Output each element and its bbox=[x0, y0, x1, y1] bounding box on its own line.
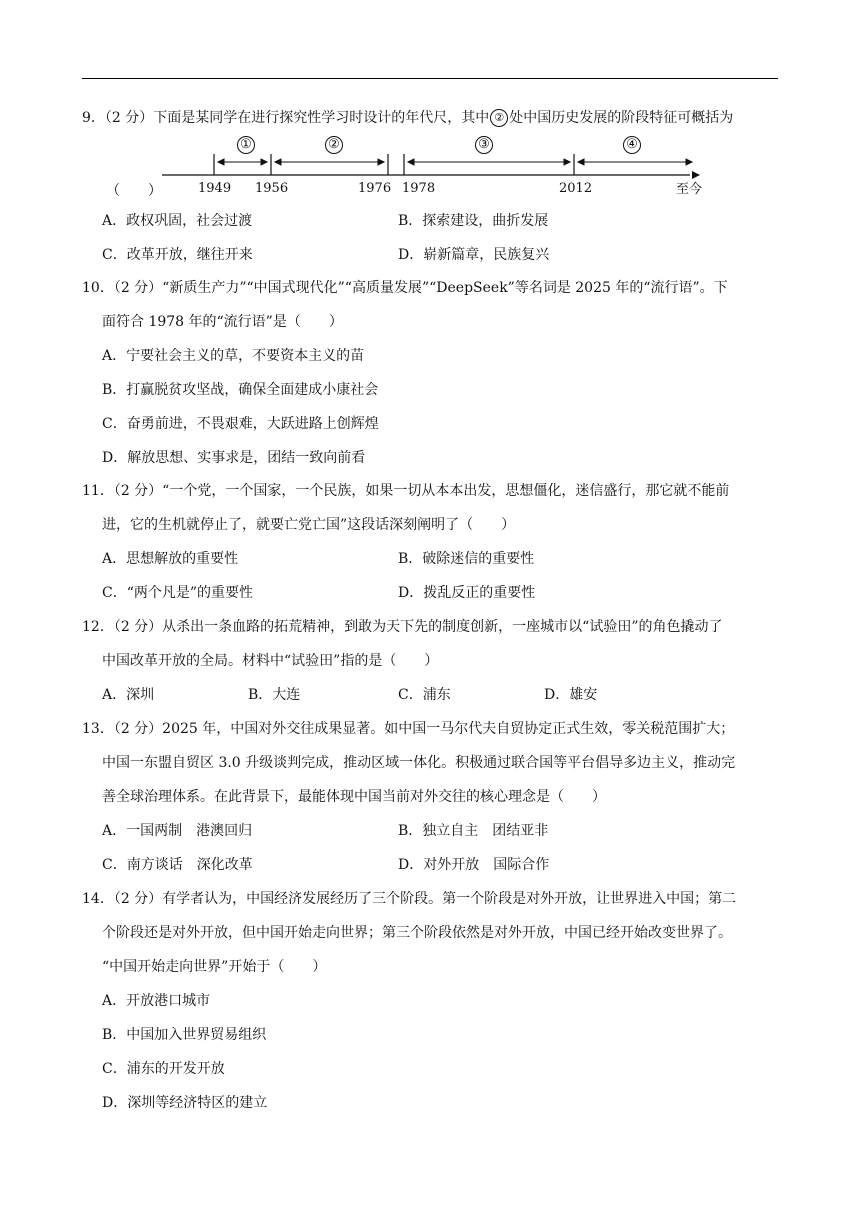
year-label-1956: 1956 bbox=[255, 181, 289, 196]
segment-arrow-4-left bbox=[578, 159, 584, 165]
question-stem: 中国一东盟自贸区 3.0 升级谈判完成，推动区域一体化。积极通过联合国等平台倡导多边主义，推动完 bbox=[102, 755, 736, 771]
question-stem: 10．（2 分）“新质生产力”“中国式现代化”“高质量发展”“DeepSeek”等名词是 2025 年的“流行语”。下 bbox=[82, 280, 728, 296]
option-d[interactable]: D．对外开放 国际合作 bbox=[398, 857, 550, 873]
segment-arrow-3-right bbox=[564, 159, 570, 165]
question-stem: 善全球治理体系。在此背景下，最能体现中国当前对外交往的核心理念是（ ） bbox=[102, 789, 606, 805]
question-stem: 进，它的生机就停止了，就要亡党亡国”这段话深刻阐明了（ ） bbox=[102, 517, 516, 533]
segment-arrow-2-right bbox=[378, 159, 384, 165]
header-rule bbox=[82, 78, 778, 79]
option-a[interactable]: A．开放港口城市 bbox=[102, 993, 211, 1009]
option-b[interactable]: B．探索建设，曲折发展 bbox=[398, 213, 549, 229]
option-d[interactable]: D．解放思想、实事求是，团结一致向前看 bbox=[102, 450, 366, 466]
option-c[interactable]: C．奋勇前进，不畏艰难，大跃进路上创辉煌 bbox=[102, 416, 379, 432]
option-c[interactable]: C．浦东 bbox=[398, 687, 451, 703]
option-b[interactable]: B．独立自主 团结亚非 bbox=[398, 823, 549, 839]
question-stem: 11．（2 分）“一个党，一个国家，一个民族，如果一切从本本出发，思想僵化，迷信盛行，那它就不能前 bbox=[82, 483, 730, 499]
option-d[interactable]: D．崭新篇章，民族复兴 bbox=[398, 247, 550, 263]
question-9-options bbox=[82, 204, 780, 272]
option-a[interactable]: A．深圳 bbox=[102, 687, 155, 703]
segment-arrow-4-right bbox=[686, 159, 692, 165]
question-stem: 13．（2 分）2025 年，中国对外交往成果显著。如中国一马尔代夫自贸协定正式生效，零关税范围扩大； bbox=[82, 721, 735, 737]
year-label-1976: 1976 bbox=[358, 181, 392, 196]
option-d[interactable]: D．雄安 bbox=[544, 687, 598, 703]
option-b[interactable]: B．大连 bbox=[248, 687, 301, 703]
option-a[interactable]: A．一国两制 港澳回归 bbox=[102, 823, 253, 839]
option-a[interactable]: A．政权巩固，社会过渡 bbox=[102, 213, 253, 229]
option-a[interactable]: A．宁要社会主义的草，不要资本主义的苗 bbox=[102, 348, 365, 364]
segment-arrow-3-left bbox=[408, 159, 414, 165]
question-13 bbox=[82, 712, 780, 882]
option-b[interactable]: B．中国加入世界贸易组织 bbox=[102, 1027, 267, 1043]
option-a[interactable]: A．思想解放的重要性 bbox=[102, 551, 239, 567]
segment-label-1: ① bbox=[237, 136, 255, 154]
question-stem: 中国改革开放的全局。材料中“试验田”指的是（ ） bbox=[102, 653, 439, 669]
year-timeline bbox=[160, 128, 720, 198]
question-stem: 14．（2 分）有学者认为，中国经济发展经历了三个阶段。第一个阶段是对外开放，让世界进入中国；第二 bbox=[82, 891, 737, 907]
answer-blank: （ ） bbox=[106, 183, 162, 199]
option-b[interactable]: B．破除迷信的重要性 bbox=[398, 551, 535, 567]
stem-text: 9．（2 分）下面是某同学在进行探究性学习时设计的年代尺，其中 bbox=[82, 110, 490, 126]
question-stem: 面符合 1978 年的“流行语”是（ ） bbox=[102, 314, 343, 330]
option-b[interactable]: B．打赢脱贫攻坚战，确保全面建成小康社会 bbox=[102, 382, 379, 398]
option-c[interactable]: C．南方谈话 深化改革 bbox=[102, 857, 253, 873]
segment-arrow-1-left bbox=[218, 159, 224, 165]
option-c[interactable]: C．改革开放，继往开来 bbox=[102, 247, 253, 263]
segment-label-4: ④ bbox=[623, 136, 641, 154]
year-label-1949: 1949 bbox=[198, 181, 232, 196]
question-12 bbox=[82, 610, 780, 712]
year-label-2012: 2012 bbox=[559, 181, 593, 196]
option-d[interactable]: D．拨乱反正的重要性 bbox=[398, 585, 536, 601]
option-d[interactable]: D．深圳等经济特区的建立 bbox=[102, 1095, 268, 1111]
question-stem: 个阶段还是对外开放，但中国开始走向世界；第三个阶段依然是对外开放，中国已经开始改变世界了。 bbox=[102, 925, 732, 941]
question-stem: 12．（2 分）从杀出一条血路的拓荒精神，到敢为天下先的制度创新，一座城市以“试验田”的角色撬动了 bbox=[82, 619, 723, 635]
segment-label-2: ② bbox=[325, 136, 343, 154]
option-c[interactable]: C．浦东的开发开放 bbox=[102, 1061, 225, 1077]
segment-arrow-2-left bbox=[275, 159, 281, 165]
segment-arrow-1-right bbox=[261, 159, 267, 165]
segment-label-3: ③ bbox=[475, 136, 493, 154]
option-c[interactable]: C．“两个凡是”的重要性 bbox=[102, 585, 254, 601]
stem-text: 处中国历史发展的阶段特征可概括为 bbox=[509, 110, 734, 126]
circled-marker: ② bbox=[490, 109, 508, 127]
year-label-1978: 1978 bbox=[402, 181, 436, 196]
question-10 bbox=[82, 271, 780, 475]
question-stem: “中国开始走向世界”开始于（ ） bbox=[102, 959, 327, 975]
year-label-present: 至今 bbox=[676, 182, 703, 197]
question-14 bbox=[82, 882, 780, 1120]
question-11 bbox=[82, 474, 780, 610]
